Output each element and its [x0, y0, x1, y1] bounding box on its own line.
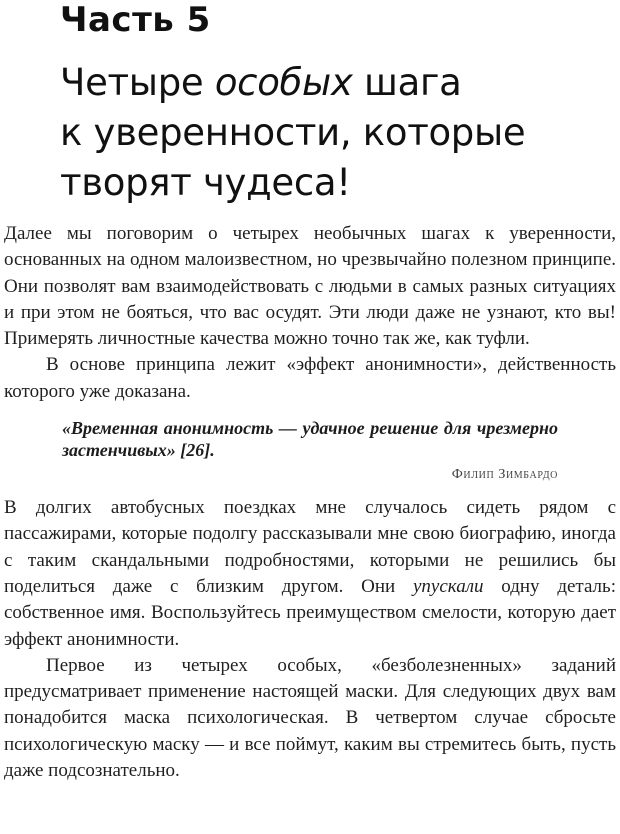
title-line-1 — [60, 58, 600, 108]
chapter-title — [60, 58, 600, 208]
title-line-2: к уверенности, которые — [60, 111, 526, 154]
paragraph-3-end: одну деталь: собственное имя. Воспользуйтесь преимуществом смелости, которую дает эффект анонимности. — [4, 575, 616, 650]
paragraph-3 — [4, 495, 616, 653]
paragraph-2: В основе принципа лежит «эффект анонимности», действенность которого уже доказана. — [4, 354, 616, 402]
paragraph-1: Далее мы поговорим о четырех необычных шагах к уверенности, основанных на одном малоизвестном, но чрезвычайно полезном принципе. Они позволят вам взаимодействовать с людьми в самых разных ситуациях и при этом не бояться, что вас осудят. Эти люди даже не узнают, кто вы! Примерять личностные качества можно точно так же, как туфли. — [4, 223, 616, 350]
title-emphasis: особых — [214, 61, 353, 104]
quote-attribution: Филип Зимбардо — [451, 467, 558, 483]
part-label: Часть 5 — [60, 0, 211, 40]
paragraph-4: Первое из четырех особых, «безболезненных» заданий предусматривает применение настоящей маски. Для следующих двух вам понадобится маска психологическая. В четвертом случае сбросьте психологическую маску — и все поймут, каким вы стремитесь быть, пусть даже подсознательно. — [4, 654, 616, 782]
title-line-1-end: шага — [352, 61, 462, 104]
paragraph-3-start: В долгих автобусных поездках мне случалось сидеть рядом с пассажирами, которые подолгу рассказывали мне свою биографию, иногда с таким скандальными подробностями, которыми не решились бы поделиться даже с близким другом. Они — [4, 497, 616, 597]
paragraph-3-emphasis: упускали — [412, 575, 484, 597]
body-text — [4, 221, 616, 784]
title-line-1-start: Четыре — [60, 61, 215, 104]
epigraph-quote: «Временная анонимность — удачное решение для чрезмерно застенчивых» [26]. — [62, 418, 558, 461]
title-line-3: творят чудеса! — [60, 161, 351, 204]
